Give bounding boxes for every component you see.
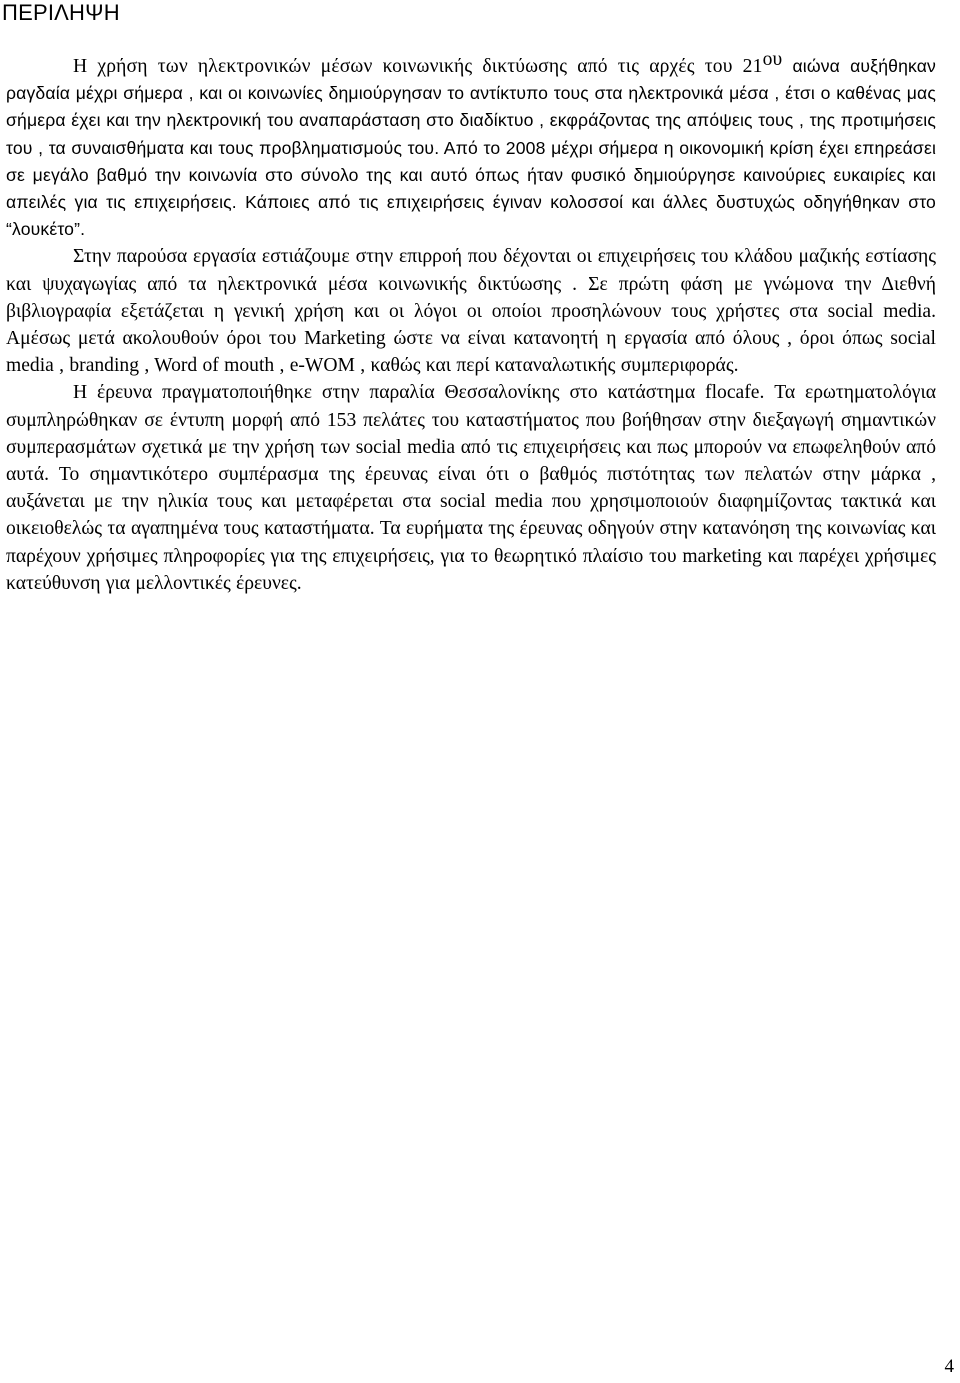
paragraph-1-continuation: αιώνα αυξήθηκαν ραγδαία μέχρι σήμερα , και οι κοινωνίες δημιούργησαν το αντίκτυπο τους στα ηλεκτρονικά μέσα , έτσι ο καθένας μας σήμερα έχει και την ηλεκτρονική του αναπαράσταση στο διαδίκτυο , εκφράζοντας της απόψεις τους , της προτιμήσεις του , τα συναισθήματα και τους προβληματισμούς του. Από το 2008 μέχρι σήμερα η οικονομική κρίση έχει επηρεάσει σε μεγάλο βαθμό την κοινωνία στο σύνολο της και αυτό όπως ήταν φυσικό δημιούργησε καινούριες ευκαιρίες και απειλές για τις επιχειρήσεις. Κάποιες από τις επιχειρήσεις έγιναν κολοσσοί και άλλες δυστυχώς οδηγήθηκαν στο “λουκέτο”. — [6, 56, 936, 240]
paragraph-1-text: Η χρήση των ηλεκτρονικών μέσων κοινωνικής δικτύωσης από τις αρχές του 21 — [73, 56, 763, 77]
abstract-paragraph-1 — [6, 49, 936, 243]
page-number: 4 — [944, 1356, 954, 1377]
abstract-body — [6, 49, 936, 597]
page-title: ΠΕΡΙΛΗΨΗ — [2, 0, 120, 25]
century-superscript: ου — [762, 49, 783, 70]
abstract-paragraph-2: Στην παρούσα εργασία εστιάζουμε στην επιρροή που δέχονται οι επιχειρήσεις του κλάδου μαζικής εστίασης και ψυχαγωγίας από τα ηλεκτρονικά μέσα κοινωνικής δικτύωσης . Σε πρώτη φάση με γνώμονα την Διεθνή βιβλιογραφία εξετάζεται η γενική χρήση και οι λόγοι οι οποίοι προσηλώνουν τους χρήστες στα social media. Αμέσως μετά ακολουθούν όροι του Marketing ώστε να είναι κατανοητή η εργασία από όλους , όροι όπως social media , branding , Word of mouth , e-WOM , καθώς και περί καταναλωτικής συμπεριφοράς. — [6, 246, 936, 377]
abstract-paragraph-3: Η έρευνα πραγματοποιήθηκε στην παραλία Θεσσαλονίκης στο κατάστημα flocafe. Τα ερωτηματολόγια συμπληρώθηκαν σε έντυπη μορφή από 153 πελάτες του καταστήματος που βοήθησαν στην διεξαγωγή σημαντικών συμπερασμάτων σχετικά με την χρήση των social media από τις επιχειρήσεις και πως μπορούν να επωφεληθούν από αυτά. Το σημαντικότερο συμπέρασμα της έρευνας είναι ότι ο βαθμός πιστότητας των πελατών στην μάρκα , αυξάνεται με την ηλικία τους και μεταφέρεται στα social media που χρησιμοποιούν διαφημίζοντας τακτικά και οικειοθελώς τα αγαπημένα τους καταστήματα. Τα ευρήματα της έρευνας οδηγούν στην κατανόηση της κοινωνίας και παρέχουν χρήσιμες πληροφορίες για της επιχειρήσεις, για το θεωρητικό πλαίσιο του marketing και παρέχει χρήσιμες κατεύθυνση για μελλοντικές έρευνες. — [6, 382, 936, 594]
